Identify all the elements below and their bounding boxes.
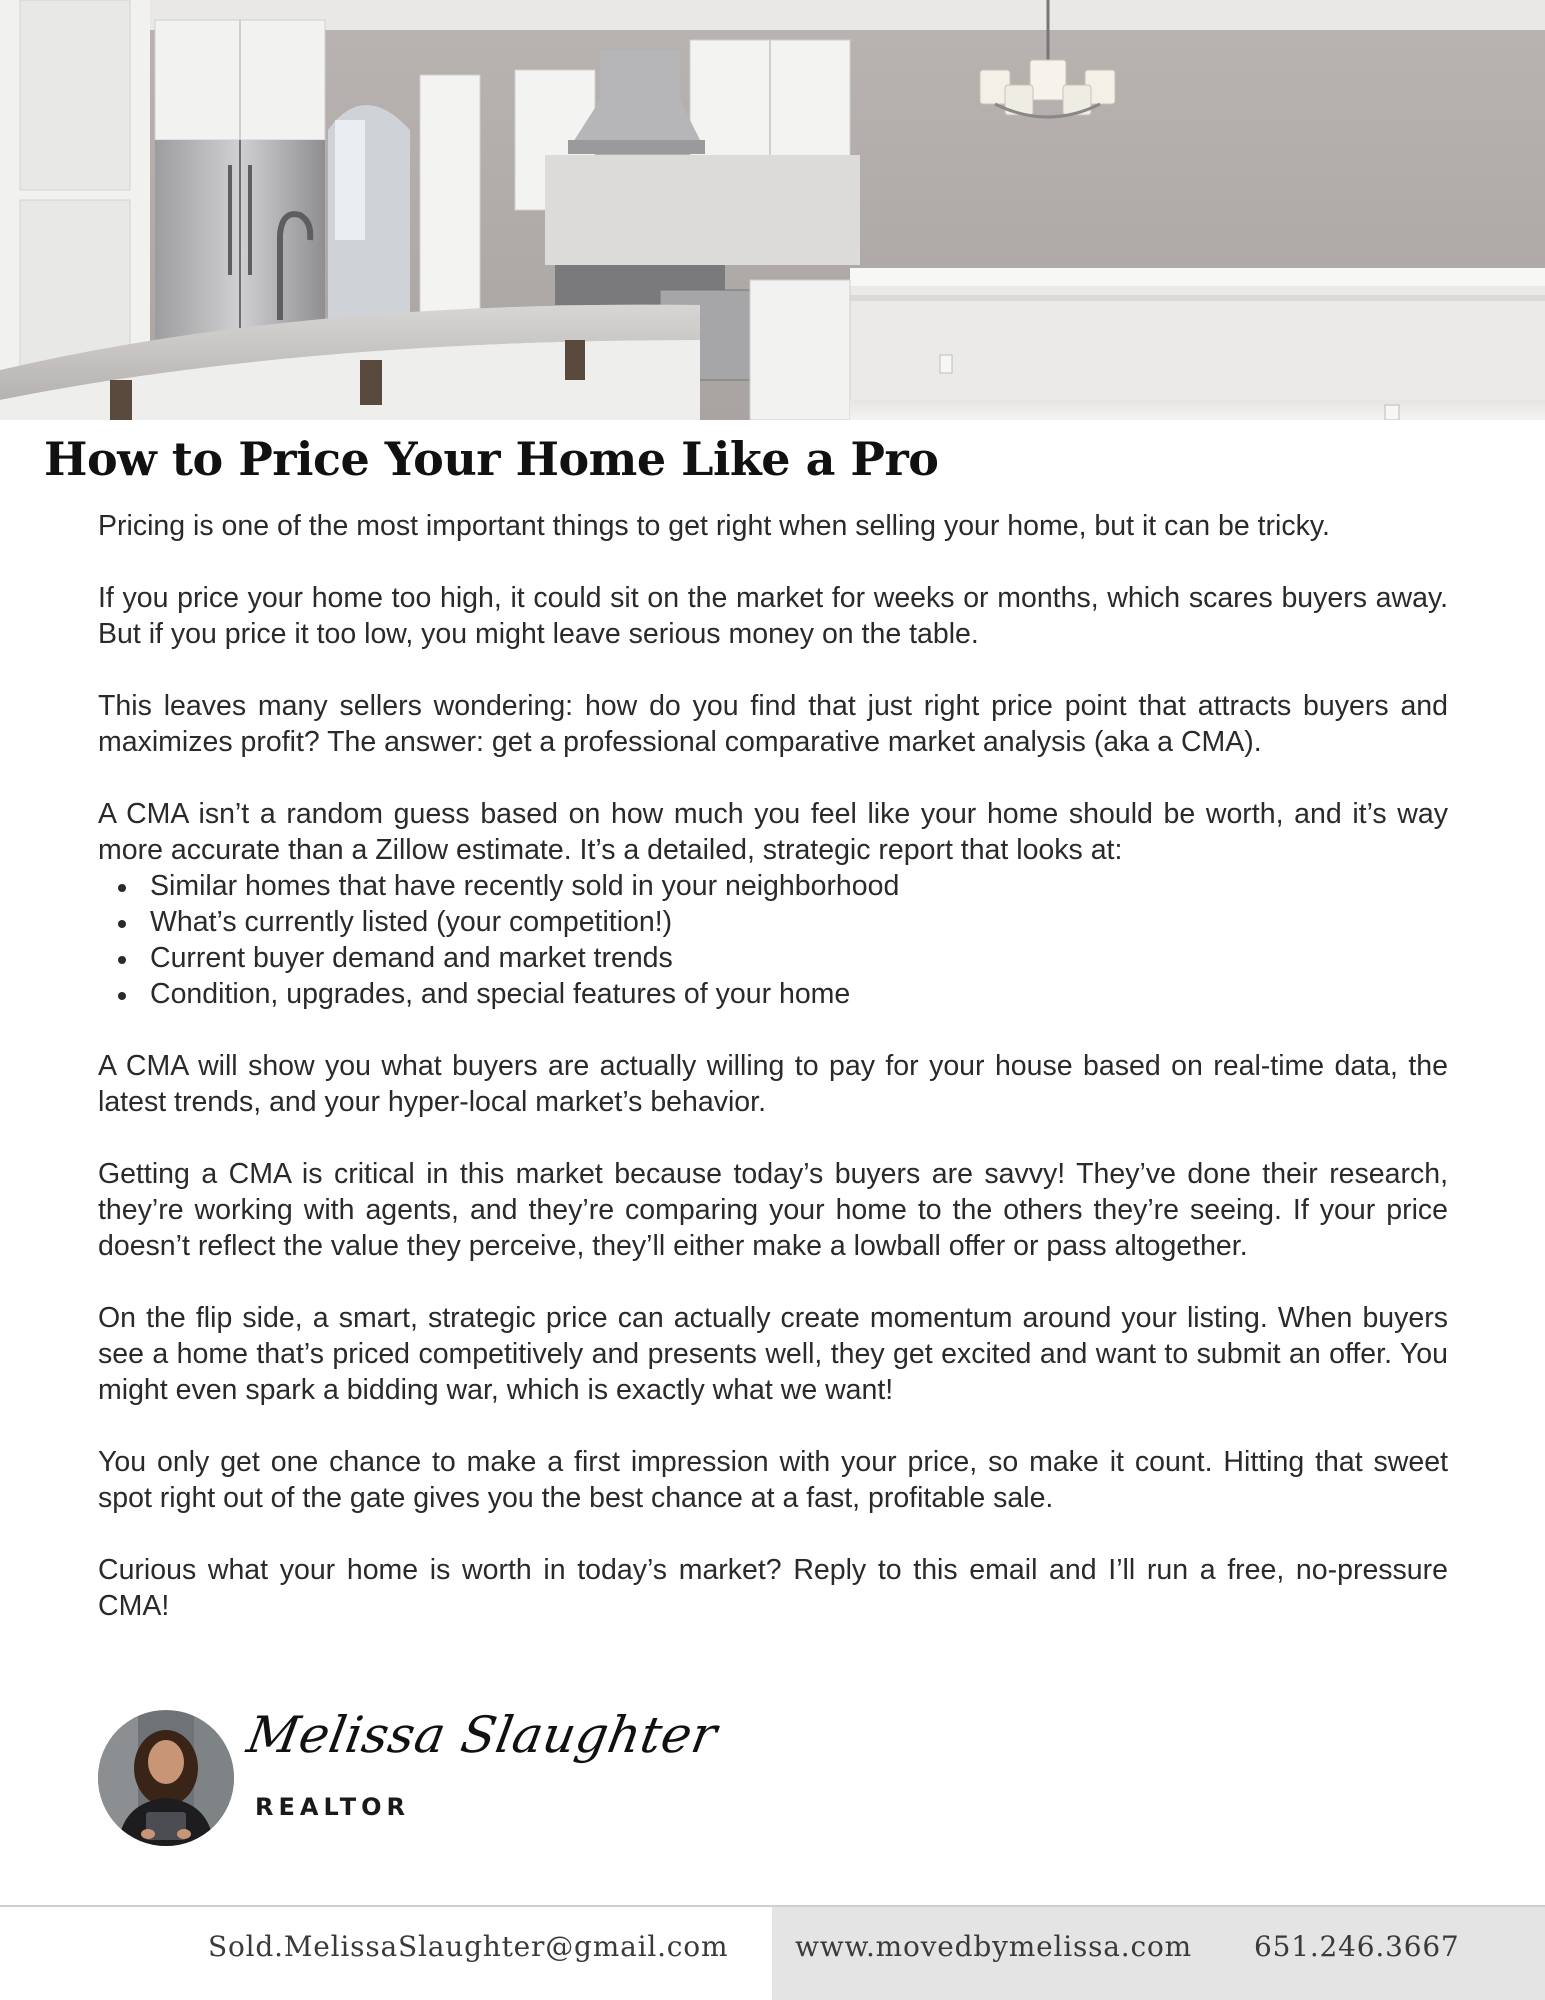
footer-phone-link[interactable]: 651.246.3667 — [1254, 1930, 1460, 1963]
paragraph-intro: Pricing is one of the most important things to get right when selling your home, but it can be tricky. — [98, 510, 1330, 542]
paragraph-savvy-buyers: Getting a CMA is critical in this market because today’s buyers are savvy! They’ve done their research, they’re working with agents, and they’re comparing your home to the others they’re seeing. If your price doesn’t reflect the value they perceive, they’ll either make a lowball offer or pass altogether. — [98, 1158, 1448, 1262]
paragraph-call-to-action: Curious what your home is worth in today’s market? Reply to this email and I’ll run a free, no-pressure CMA! — [98, 1554, 1448, 1622]
page-title: How to Price Your Home Like a Pro — [44, 432, 939, 486]
list-item: Current buyer demand and market trends — [98, 940, 1448, 976]
paragraph-cma-answer: This leaves many sellers wondering: how do you find that just right price point that attracts buyers and maximizes profit? The answer: get a professional comparative market analysis (aka a CMA). — [98, 690, 1448, 758]
list-item: What’s currently listed (your competition!) — [98, 904, 1448, 940]
paragraph-cma-value: A CMA will show you what buyers are actually willing to pay for your house based on real-time data, the latest trends, and your hyper-local market’s behavior. — [98, 1050, 1448, 1118]
paragraph-pricing-risk: If you price your home too high, it could sit on the market for weeks or months, which scares buyers away. But if you price it too low, you might leave serious money on the table. — [98, 582, 1448, 650]
footer-email-link[interactable]: Sold.MelissaSlaughter@gmail.com — [208, 1930, 729, 1963]
cma-factors-list — [98, 868, 1448, 1012]
list-item: Condition, upgrades, and special features of your home — [98, 976, 1448, 1012]
hero-kitchen-image — [0, 0, 1545, 420]
article-body — [98, 508, 1448, 1660]
signature-role: REALTOR — [255, 1793, 411, 1821]
signature-name: Melissa Slaughter — [242, 1706, 722, 1764]
avatar — [98, 1710, 234, 1846]
paragraph-momentum: On the flip side, a smart, strategic price can actually create momentum around your listing. When buyers see a home that’s priced competitively and presents well, they get excited and want to submit an offer. You might even spark a bidding war, which is exactly what we want! — [98, 1302, 1448, 1406]
paragraph-first-impression: You only get one chance to make a first impression with your price, so make it count. Hitting that sweet spot right out of the gate gives you the best chance at a fast, profitable sale. — [98, 1446, 1448, 1514]
paragraph-cma-definition: A CMA isn’t a random guess based on how much you feel like your home should be worth, and it’s way more accurate than a Zillow estimate. It’s a detailed, strategic report that looks at: — [98, 798, 1448, 866]
list-item: Similar homes that have recently sold in your neighborhood — [98, 868, 1448, 904]
footer-website-link[interactable]: www.movedbymelissa.com — [795, 1930, 1192, 1963]
